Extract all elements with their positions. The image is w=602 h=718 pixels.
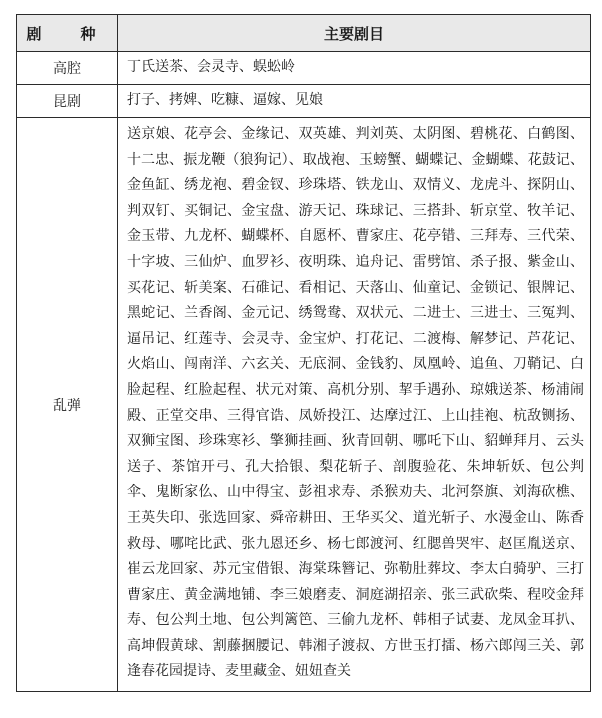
header-plays: 主要剧目 <box>118 15 591 52</box>
genre-cell: 昆剧 <box>17 85 118 118</box>
header-genre: 剧 种 <box>17 15 118 52</box>
table-row <box>17 52 591 85</box>
table-row <box>17 118 591 692</box>
header-row <box>17 15 591 52</box>
table-row <box>17 85 591 118</box>
plays-cell: 打子、拷婢、吃糠、逼嫁、见娘 <box>118 85 591 118</box>
plays-cell: 送京娘、花亭会、金缘记、双英雄、判刘英、太阴图、碧桃花、白鹤图、十二忠、振龙鞭（狼狗记）、取战袍、玉螃蟹、蝴蝶记、金蝴蝶、花鼓记、金鱼缸、绣龙袍、碧金钗、珍珠塔、铁龙山、双情义、龙虎斗、探阴山、判双钉、买铜记、金宝盘、游天记、珠球记、三搭卦、斩京堂、牧羊记、金玉带、九龙杯、蝴蝶杯、自愿杯、曹家庄、花亭错、三拜寿、三代荣、十字坡、三仙炉、血罗衫、夜明珠、追舟记、雷劈馆、杀子报、紫金山、买花记、斩美案、石碓记、看相记、天落山、仙童记、金锁记、银牌记、黑蛇记、兰香阁、金元记、绣鸳鸯、双状元、二进士、三进士、三冤判、逼吊记、红莲寺、会灵寺、金宝炉、打花记、二渡梅、解梦记、芦花记、火焰山、闯南洋、六玄关、无底洞、金钱豹、凤凰岭、追鱼、刀鞘记、白脸起程、红脸起程、状元对策、高机分别、挈手遇孙、琼娥送茶、杨浦闹殿、正堂交串、三得官诰、凤娇投江、达摩过江、上山挂袍、杭敌铡扬、双狮宝图、珍珠寒衫、擎狮挂画、狄青回朝、哪吒下山、貂蝉拜月、云头送子、茶馆开弓、孔大拾银、梨花斩子、剖腹验花、朱坤斩妖、包公判伞、鬼断家仫、山中得宝、彭祖求寿、杀猴劝夫、北河祭旗、刘海砍樵、王英失印、张选回家、舜帝耕田、王华买父、道光斩子、水漫金山、陈香救母、哪咤比武、张九恩还乡、杨七郎渡河、红腮兽哭牢、赵匡胤送京、崔云龙回家、苏元宝借银、海棠珠簪记、弥勒肚葬坟、李太白骑驴、三打曹家庄、黄金满地铺、李三娘磨麦、洞庭湖招亲、张三武砍柴、程咬金拜寿、包公判土地、包公判篱笆、三偷九龙杯、韩相子试妻、龙凤金耳扒、高坤假黄球、割藤捆腰记、韩湘子渡叔、方世玉打擂、杨六郎闯三关、郭逢春花园提诗、麦里藏金、妞妞查关 <box>118 118 591 692</box>
plays-cell: 丁氏送茶、会灵寺、蜈蚣岭 <box>118 52 591 85</box>
genre-cell: 高腔 <box>17 52 118 85</box>
genre-cell: 乱弹 <box>17 118 118 692</box>
repertoire-table <box>16 14 591 692</box>
